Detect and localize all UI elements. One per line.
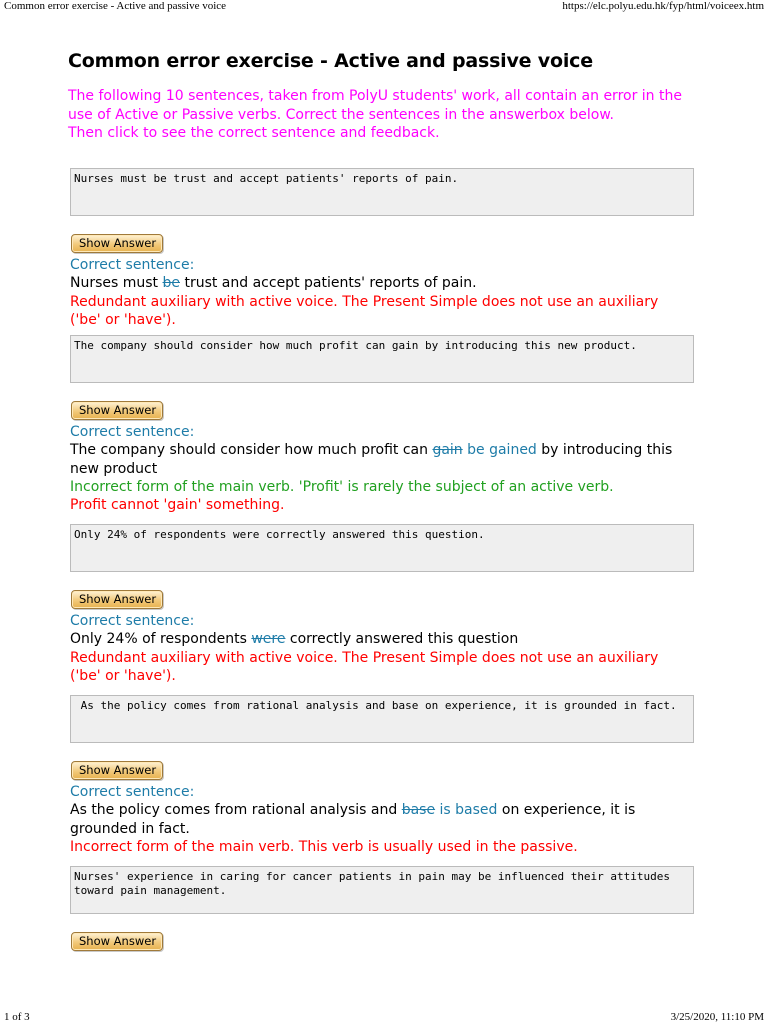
sentence-text: trust and accept patients' reports of pain. <box>180 275 477 292</box>
instructions-line: The following 10 sentences, taken from PolyU students' work, all contain an error in the <box>68 88 682 104</box>
page-content <box>68 50 704 143</box>
correct-sentence-label: Correct sentence: <box>70 784 195 800</box>
correct-sentence <box>70 274 710 292</box>
sentence-text: correctly answered this question <box>285 631 519 648</box>
struck-word: were <box>251 631 286 648</box>
struck-word: be <box>162 275 180 292</box>
show-answer-button[interactable]: Show Answer <box>71 401 163 420</box>
feedback-text: Incorrect form of the main verb. 'Profit' is rarely the subject of an active verb. <box>70 478 614 495</box>
print-footer-page: 1 of 3 <box>4 1011 30 1023</box>
sentence-text: The company should consider how much profit can <box>70 442 433 459</box>
correct-sentence <box>70 441 680 478</box>
feedback-text: Profit cannot 'gain' something. <box>70 497 285 514</box>
answer-box[interactable]: The company should consider how much profit can gain by introducing this new product. <box>70 335 694 383</box>
correct-sentence <box>70 630 710 648</box>
instructions <box>68 87 704 143</box>
show-answer-button[interactable]: Show Answer <box>71 761 163 780</box>
exercise-item <box>70 335 710 514</box>
exercise-item <box>70 695 710 856</box>
instructions-line: use of Active or Passive verbs. Correct the sentences in the answerbox below. <box>68 106 614 123</box>
answer-box[interactable]: Nurses must be trust and accept patients' reports of pain. <box>70 168 694 216</box>
exercise-item <box>70 524 710 685</box>
feedback-text: Redundant auxiliary with active voice. The Present Simple does not use an auxiliary ('be' or 'have'). <box>70 293 659 328</box>
answer-box[interactable]: As the policy comes from rational analysis and base on experience, it is grounded in fact. <box>70 695 694 743</box>
correct-sentence <box>70 801 670 838</box>
exercise-item <box>70 866 710 951</box>
sentence-text: on experience, it is grounded in fact. <box>70 802 636 837</box>
corrected-word: be gained <box>462 442 537 459</box>
correct-sentence-label: Correct sentence: <box>70 613 195 629</box>
correct-sentence-label: Correct sentence: <box>70 424 195 440</box>
sentence-text: Nurses must <box>70 275 163 292</box>
struck-word: gain <box>432 442 463 459</box>
show-answer-button[interactable]: Show Answer <box>71 932 163 951</box>
exercise-item <box>70 168 710 329</box>
sentence-text: by introducing this new product <box>70 442 673 477</box>
struck-word: base <box>401 802 436 819</box>
answer-box[interactable]: Nurses' experience in caring for cancer patients in pain may be influenced their attitudes toward pain management. <box>70 866 694 914</box>
instructions-line: Then click to see the correct sentence and feedback. <box>68 125 440 141</box>
show-answer-button[interactable]: Show Answer <box>71 234 163 253</box>
page-title: Common error exercise - Active and passive voice <box>68 50 593 72</box>
sentence-text: Only 24% of respondents <box>70 631 252 648</box>
feedback-text: Redundant auxiliary with active voice. The Present Simple does not use an auxiliary ('be' or 'have'). <box>70 649 659 684</box>
print-footer-datetime: 3/25/2020, 11:10 PM <box>670 1011 764 1023</box>
feedback-text: Incorrect form of the main verb. This verb is usually used in the passive. <box>70 838 578 855</box>
print-header-title: Common error exercise - Active and passive voice <box>4 0 227 12</box>
answer-box[interactable]: Only 24% of respondents were correctly answered this question. <box>70 524 694 572</box>
print-footer <box>0 1011 768 1023</box>
show-answer-button[interactable]: Show Answer <box>71 590 163 609</box>
print-header-url: https://elc.polyu.edu.hk/fyp/html/voiceex.htm <box>562 0 764 12</box>
sentence-text: As the policy comes from rational analysis and <box>70 802 402 819</box>
correct-sentence-label: Correct sentence: <box>70 257 195 273</box>
corrected-word: is based <box>435 802 498 819</box>
print-header <box>0 0 768 12</box>
